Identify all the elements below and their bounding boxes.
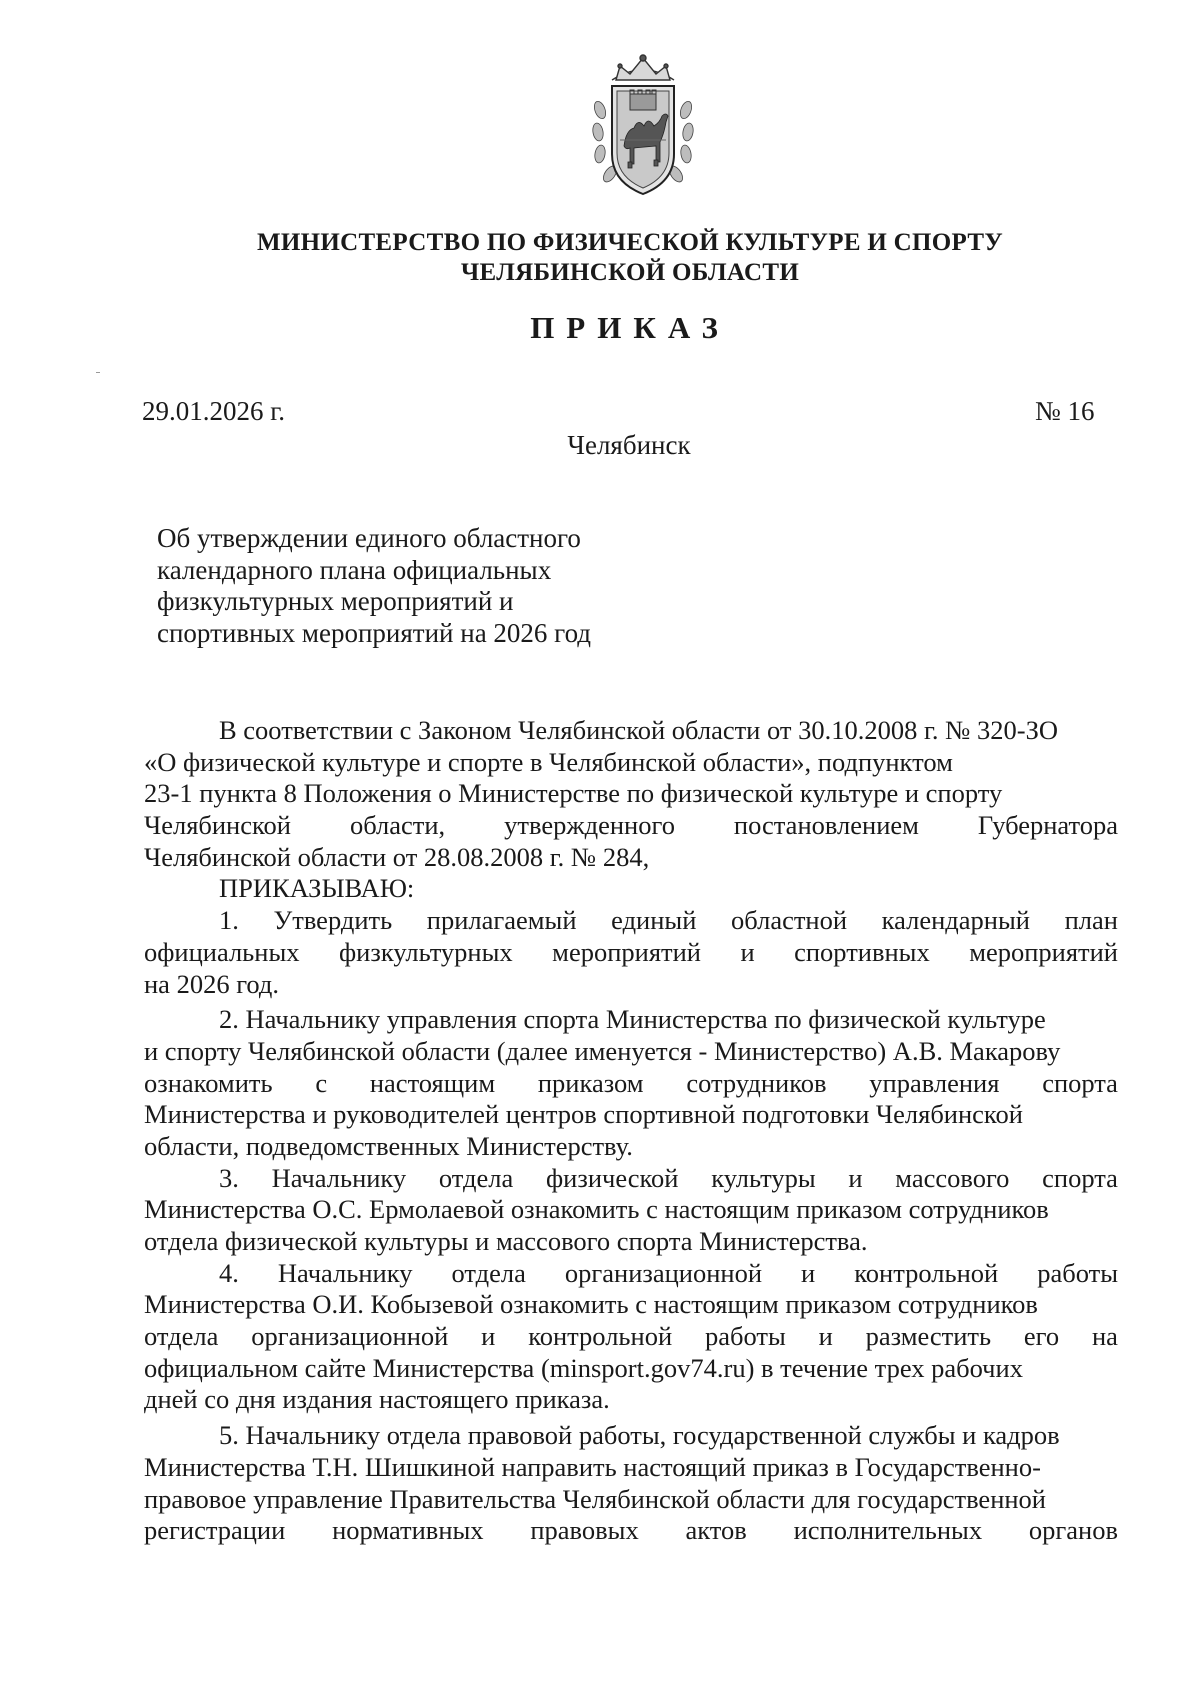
body-word: настоящим [369, 1067, 496, 1098]
body-word: контрольной [528, 1321, 673, 1352]
body-word: разместить [865, 1321, 992, 1352]
body-word: работы [1037, 1257, 1118, 1288]
body-line: «О физической культуре и спорте в Челябинской области», подпунктом [144, 746, 953, 777]
body-word: на [1091, 1321, 1118, 1352]
body-word: единый [611, 905, 697, 936]
body-word: сотрудников [686, 1067, 827, 1098]
ministry-name-line2: ЧЕЛЯБИНСКОЙ ОБЛАСТИ [460, 259, 800, 286]
body-word: и [848, 1162, 863, 1193]
body-word: календарный [881, 905, 1030, 936]
body-word: регистрации [144, 1515, 286, 1546]
body-word: исполнительных [793, 1515, 983, 1546]
body-word: с [315, 1067, 328, 1098]
body-line: Министерства О.С. Ермолаевой ознакомить с настоящим приказом сотрудников [144, 1194, 1049, 1225]
body-word: утвержденного [504, 810, 675, 841]
body-line: В соответствии с Законом Челябинской области от 30.10.2008 г. № 320-ЗО [219, 715, 1058, 745]
body-word: организационной [564, 1257, 763, 1288]
body-word: физической [546, 1162, 679, 1193]
order-subject [157, 523, 591, 649]
body-line: Челябинской области от 28.08.2008 г. № 284, [144, 841, 650, 872]
document-type-title: ПРИКАЗ [530, 310, 730, 345]
body-word: прилагаемый [426, 905, 577, 936]
body-line: 5. Начальнику отдела правовой работы, государственной службы и кадров [219, 1420, 1060, 1451]
body-word: ознакомить [144, 1067, 273, 1098]
body-line: дней со дня издания настоящего приказа. [144, 1384, 610, 1415]
body-word: актов [685, 1515, 747, 1546]
body-word: Начальнику [277, 1257, 413, 1288]
body-line: правовое управление Правительства Челябинской области для государственной [144, 1483, 1046, 1514]
body-word: и [740, 936, 755, 967]
body-line: отдела физической культуры и массового спорта Министерства. [144, 1226, 868, 1256]
body-word: правовых [530, 1515, 639, 1546]
body-word: план [1064, 905, 1118, 936]
body-word: и [481, 1321, 496, 1352]
body-line [144, 1258, 1118, 1290]
body-word: физкультурных [339, 936, 513, 967]
body-word: органов [1028, 1515, 1118, 1546]
body-word: приказом [537, 1067, 644, 1098]
body-word: работы [704, 1321, 786, 1352]
order-body [144, 715, 1118, 1547]
body-word: нормативных [332, 1515, 484, 1546]
body-line: Министерства О.И. Кобызевой ознакомить с настоящим приказом сотрудников [144, 1289, 1038, 1320]
body-word: культуры [711, 1162, 816, 1193]
body-line: области, подведомственных Министерству. [144, 1130, 633, 1161]
order-directive: ПРИКАЗЫВАЮ: [219, 873, 415, 904]
body-word: постановлением [733, 810, 919, 841]
body-word: спорта [1042, 1162, 1118, 1193]
body-word: отдела [144, 1321, 219, 1352]
body-line: официальном сайте Министерства (minsport.gov74.ru) в течение трех рабочих [144, 1352, 1023, 1383]
body-line [144, 1163, 1118, 1195]
subject-line: календарного плана официальных [157, 554, 552, 585]
subject-line: спортивных мероприятий на 2026 год [157, 617, 592, 648]
body-line [144, 810, 1118, 842]
body-word: массового [895, 1162, 1010, 1193]
body-word: управления [869, 1067, 1000, 1098]
order-date: 29.01.2026 г. [142, 396, 286, 426]
body-line: на 2026 год. [144, 968, 279, 999]
body-word: и [801, 1257, 816, 1288]
body-line [144, 905, 1118, 937]
subject-line: Об утверждении единого областного [157, 523, 581, 553]
coat-of-arms-emblem [590, 50, 696, 202]
body-line [144, 937, 1118, 969]
ministry-name-line1: МИНИСТЕРСТВО ПО ФИЗИЧЕСКОЙ КУЛЬТУРЕ И СПОРТУ [256, 229, 1004, 256]
scan-artifact [96, 372, 100, 373]
body-line: и спорту Челябинской области (далее именуется - Министерство) А.В. Макарову [144, 1035, 1061, 1066]
body-line: 23-1 пункта 8 Положения о Министерстве по физической культуре и спорту [144, 778, 1003, 809]
body-word: спортивных [794, 936, 930, 967]
body-word: отдела [438, 1162, 514, 1193]
body-word: и [818, 1321, 833, 1352]
body-word: Губернатора [977, 810, 1118, 841]
body-word: Начальнику [271, 1162, 407, 1193]
body-word: 3. [219, 1162, 239, 1193]
body-line: Министерства Т.Н. Шишкиной направить настоящий приказ в Государственно- [144, 1451, 1041, 1482]
body-line: 2. Начальнику управления спорта Министерства по физической культуре [219, 1004, 1046, 1035]
order-number: № 16 [1035, 396, 1095, 426]
body-line [144, 1515, 1118, 1547]
body-word: организационной [251, 1321, 449, 1352]
body-line [144, 1321, 1118, 1353]
body-word: 4. [219, 1257, 239, 1288]
body-word: спорта [1042, 1067, 1118, 1098]
body-word: контрольной [854, 1257, 999, 1288]
body-line [144, 1068, 1118, 1100]
body-word: мероприятий [969, 936, 1118, 967]
body-word: отдела [451, 1257, 526, 1288]
body-word: областной [731, 905, 848, 936]
body-line: Министерства и руководителей центров спортивной подготовки Челябинской [144, 1099, 1023, 1130]
body-word: области, [349, 810, 446, 841]
body-word: мероприятий [552, 936, 701, 967]
body-word: его [1023, 1321, 1060, 1352]
body-word: Челябинской [144, 810, 291, 841]
body-word: официальных [144, 936, 300, 967]
order-city: Челябинск [567, 430, 691, 460]
subject-line: физкультурных мероприятий и [157, 586, 514, 616]
body-word: Утвердить [273, 905, 393, 936]
body-word: 1. [219, 905, 239, 936]
